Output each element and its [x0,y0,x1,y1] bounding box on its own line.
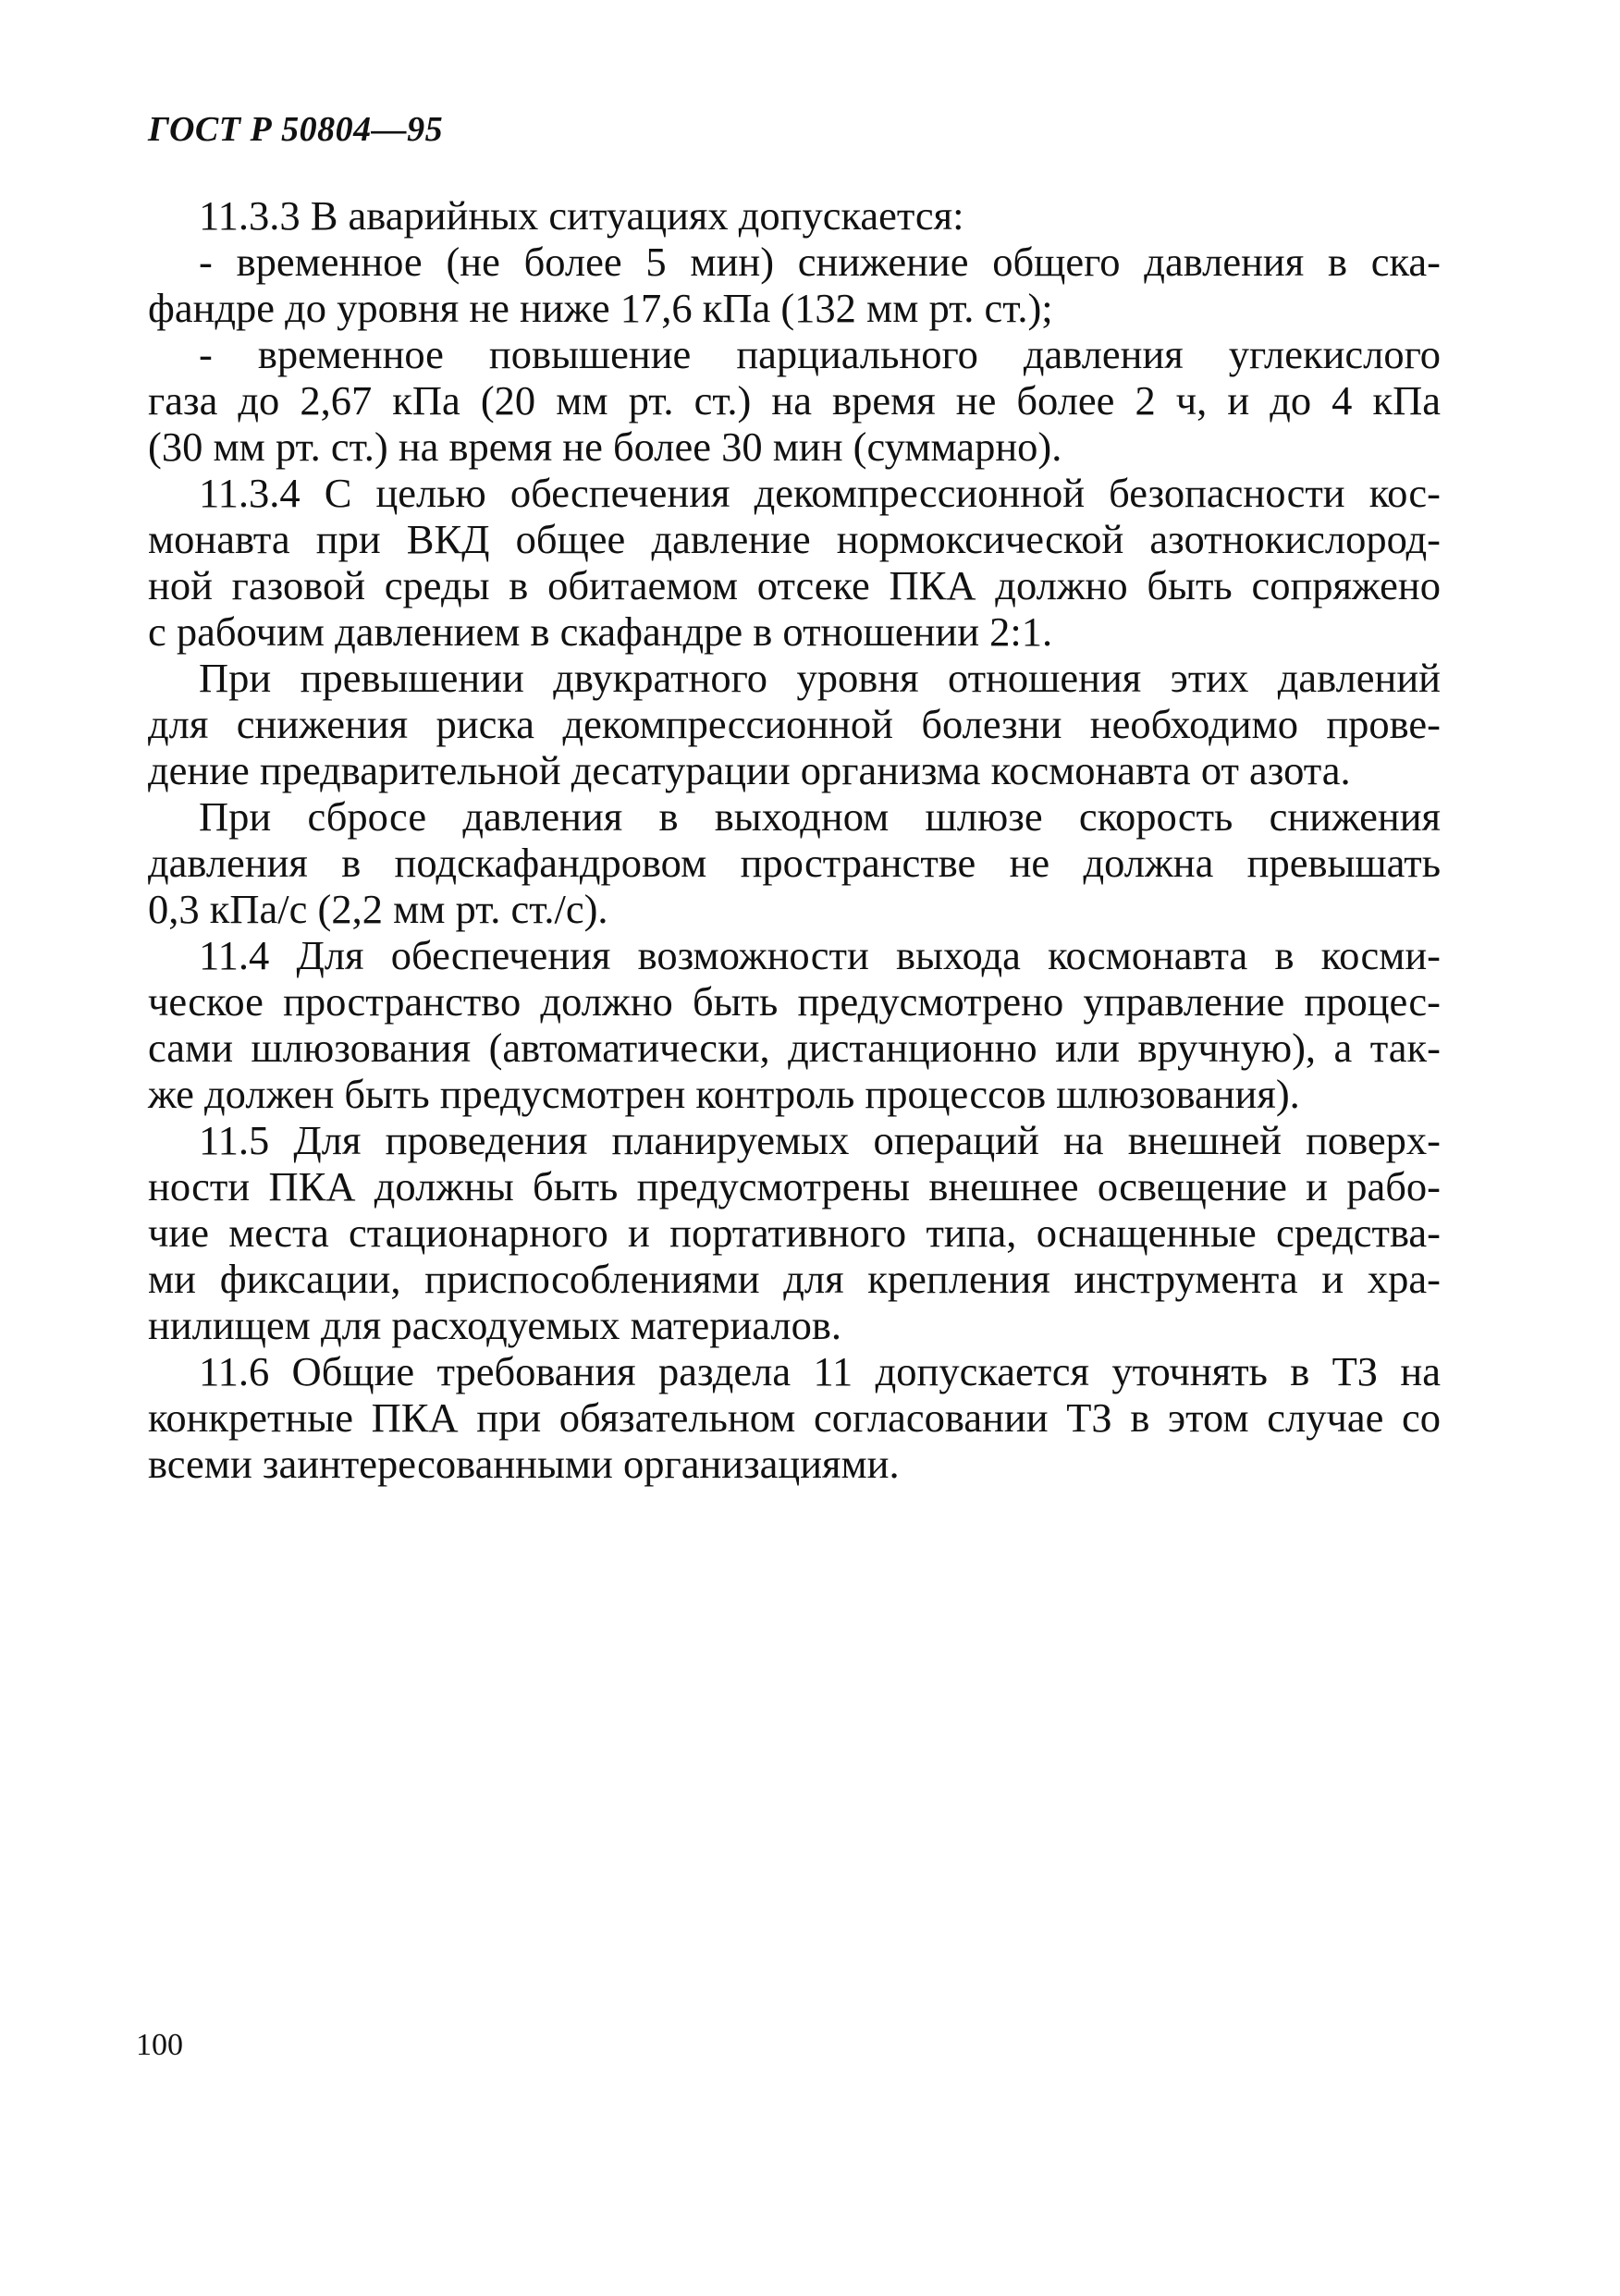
paragraph-item-2 [148,331,1441,470]
text-line: конкретные ПКА при обязательном согласовании ТЗ в этом случае со [148,1394,1441,1441]
text-line: 11.3.3 В аварийных ситуациях допускается: [199,192,964,239]
text-line: ческое пространство должно быть предусмотрено управление процес- [148,978,1441,1025]
text-line: (30 мм рт. ст.) на время не более 30 мин (суммарно). [148,424,1062,470]
text-line: 11.3.4 С целью обеспечения декомпрессионной безопасности кос- [199,470,1441,516]
text-line: 11.5 Для проведения планируемых операций на внешней поверх- [199,1117,1441,1163]
text-line: сами шлюзования (автоматически, дистанционно или вручную), а так- [148,1025,1441,1071]
paragraph-release [148,793,1441,932]
text-line: нилищем для расходуемых материалов. [148,1302,842,1348]
paragraph-11-6 [148,1348,1441,1487]
text-line: газа до 2,67 кПа (20 мм рт. ст.) на время не более 2 ч, и до 4 кПа [148,377,1441,424]
text-line: дение предварительной десатурации организма космонавта от азота. [148,747,1351,793]
paragraph-11-5 [148,1117,1441,1348]
paragraph-11-4 [148,932,1441,1117]
paragraph-item-1 [148,239,1441,331]
text-line: - временное повышение парциального давления углекислого [199,331,1441,377]
document-body [148,192,1441,1487]
text-line: 0,3 кПа/с (2,2 мм рт. ст./с). [148,886,608,932]
text-line: же должен быть предусмотрен контроль процессов шлюзования). [148,1071,1300,1117]
text-line: 11.4 Для обеспечения возможности выхода космонавта в косми- [199,932,1441,978]
text-line: для снижения риска декомпрессионной болезни необходимо прове- [148,701,1441,747]
text-line: ной газовой среды в обитаемом отсеке ПКА должно быть сопряжено [148,562,1441,608]
text-line: При превышении двукратного уровня отношения этих давлений [199,655,1441,701]
text-line: всеми заинтересованными организациями. [148,1441,900,1487]
text-line: фандре до уровня не ниже 17,6 кПа (132 мм рт. ст.); [148,285,1053,331]
text-line: давления в подскафандровом пространстве не должна превышать [148,840,1441,886]
text-line: монавта при ВКД общее давление нормоксической азотнокислород- [148,516,1441,562]
document-code-header: ГОСТ Р 50804—95 [148,110,444,149]
text-line: При сбросе давления в выходном шлюзе скорость снижения [199,793,1441,840]
text-line: 11.6 Общие требования раздела 11 допускается уточнять в ТЗ на [199,1348,1441,1394]
text-line: с рабочим давлением в скафандре в отношении 2:1. [148,608,1053,655]
paragraph-11-3-3 [148,192,1441,239]
text-line: ми фиксации, приспособлениями для крепления инструмента и хра- [148,1256,1441,1302]
text-line: - временное (не более 5 мин) снижение общего давления в ска- [199,239,1441,285]
paragraph-11-3-4 [148,470,1441,655]
paragraph-exceed [148,655,1441,793]
text-line: ности ПКА должны быть предусмотрены внешнее освещение и рабо- [148,1163,1441,1209]
page-number: 100 [136,2028,183,2062]
text-line: чие места стационарного и портативного типа, оснащенные средства- [148,1209,1441,1256]
